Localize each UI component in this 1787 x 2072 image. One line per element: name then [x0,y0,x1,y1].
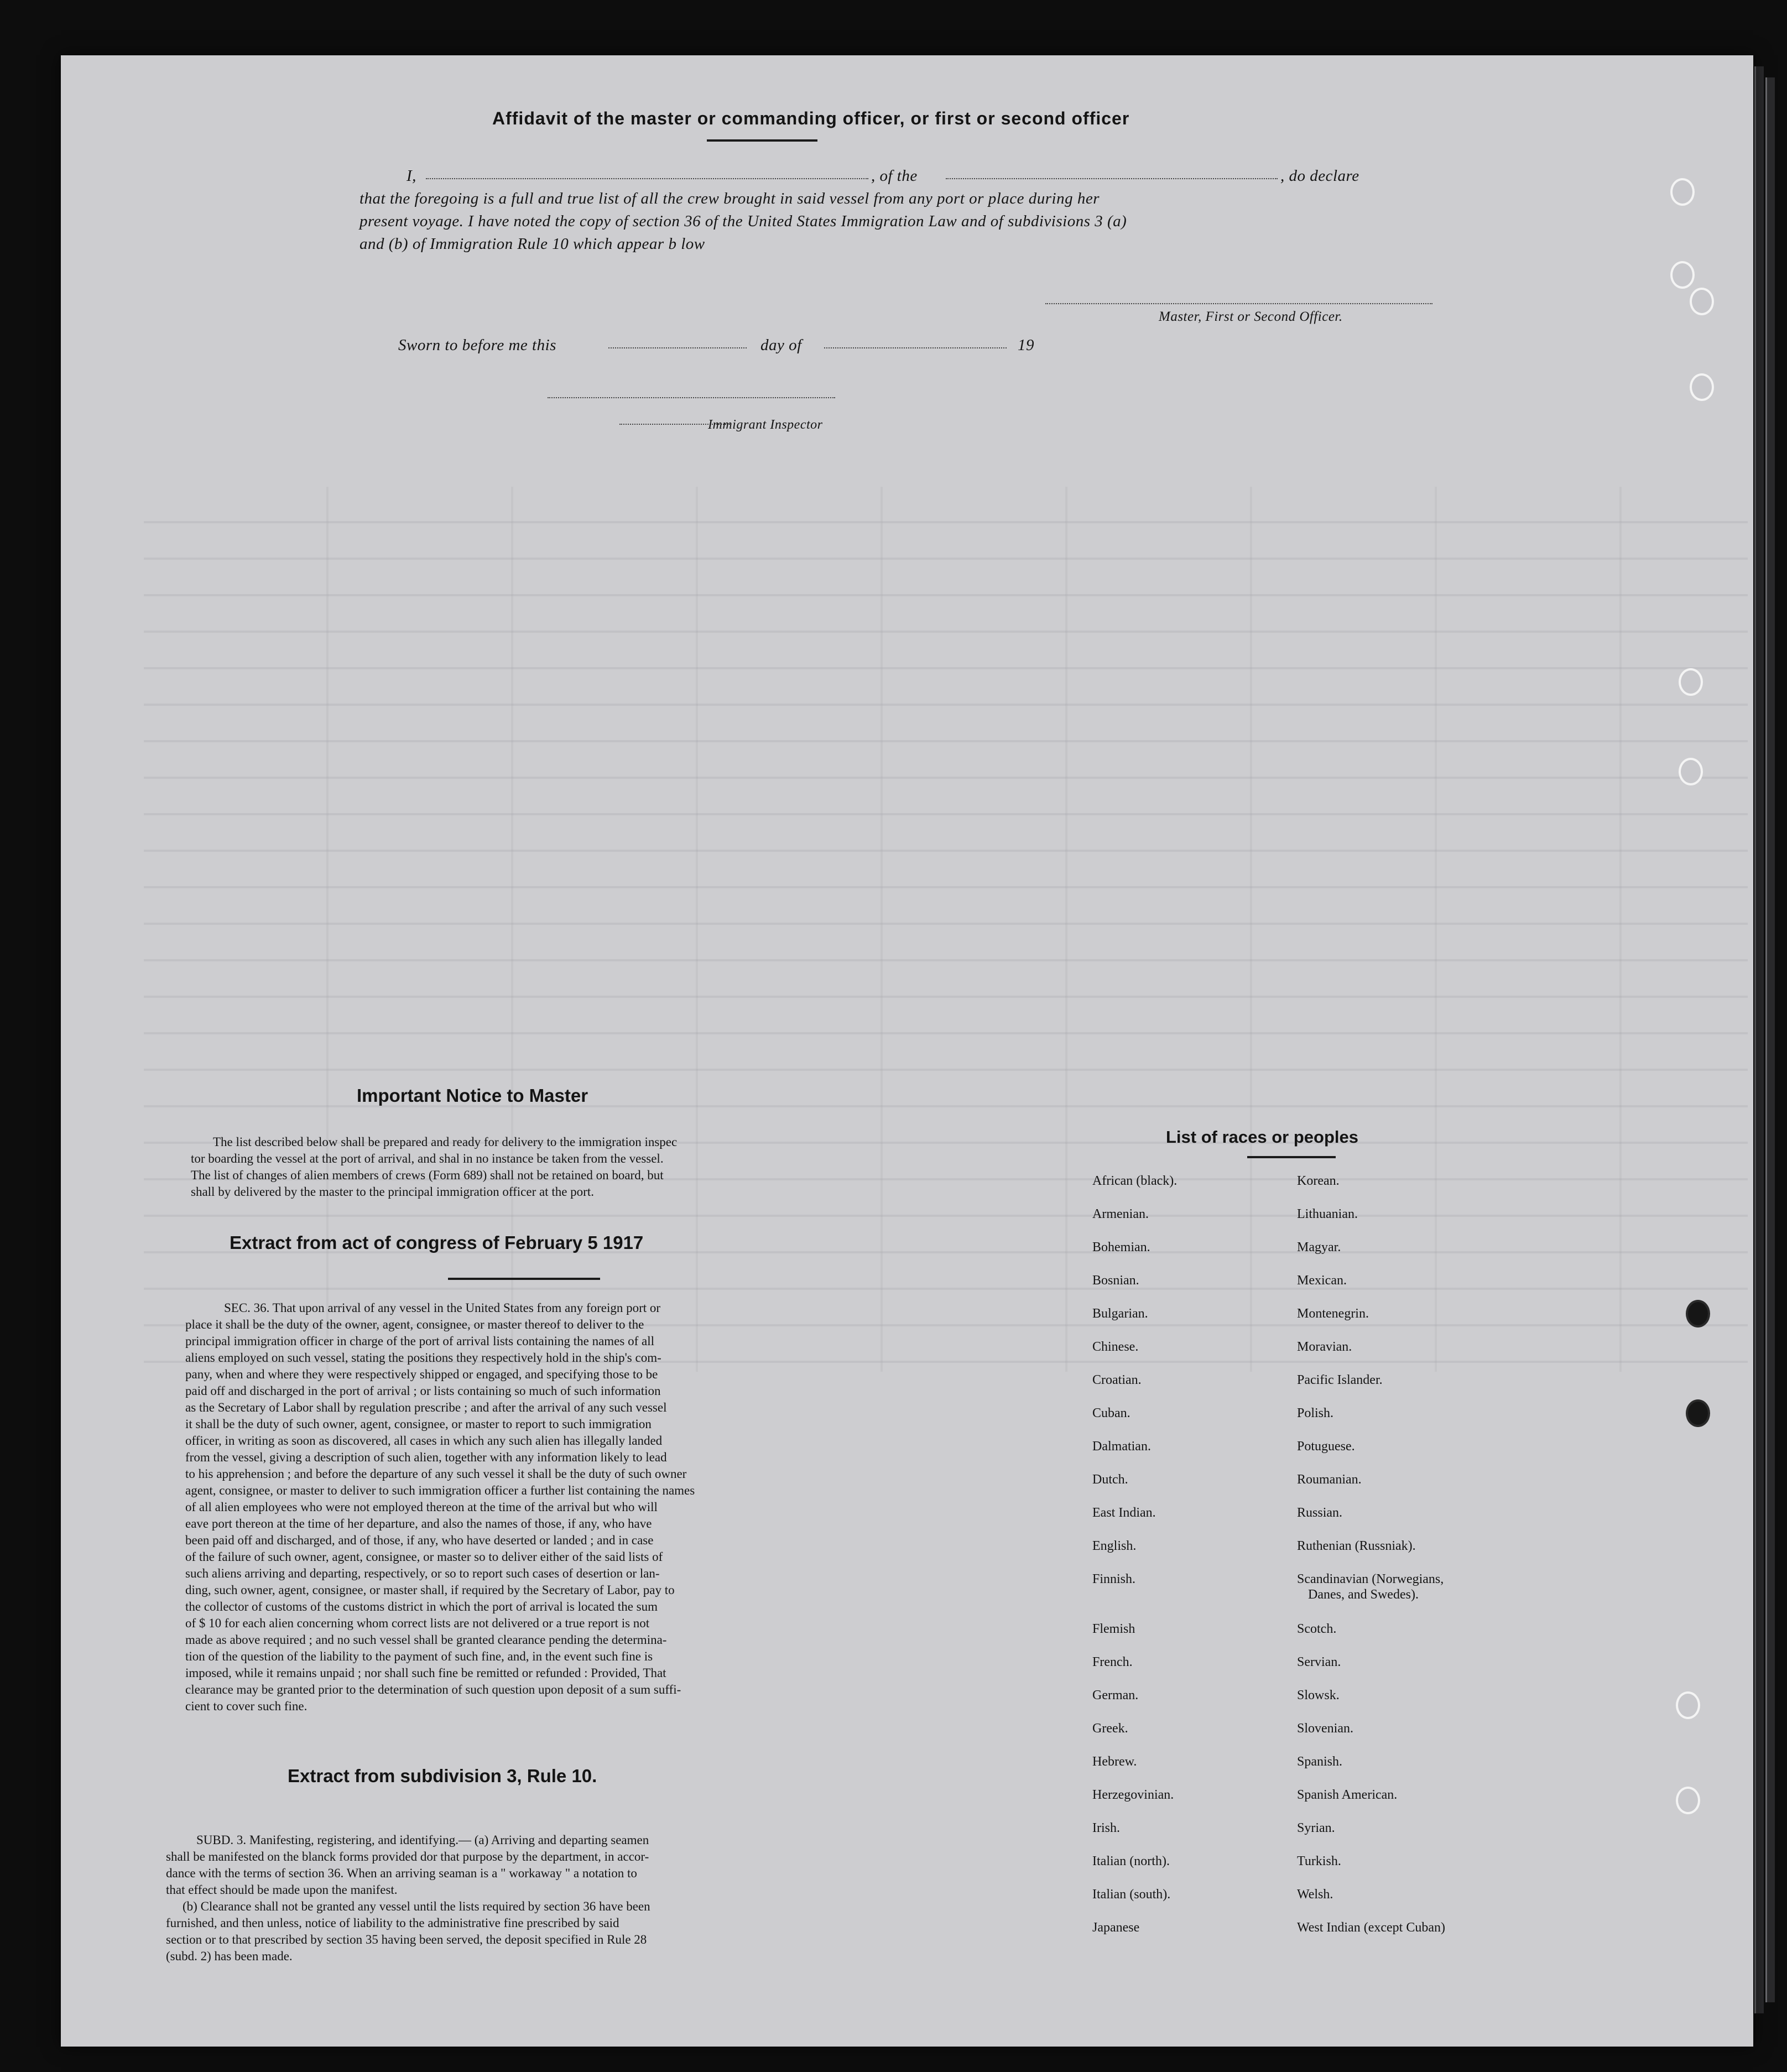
affidavit-line2: that the foregoing is a full and true list of all the crew brought in said vessel from any port or place during her [360,190,1100,207]
race-item: Magyar. [1297,1240,1341,1254]
race-item: Ruthenian (Russniak). [1297,1539,1416,1553]
race-item: Herzegovinian. [1092,1788,1174,1802]
race-item: Welsh. [1297,1887,1333,1902]
punch-hole-7 [1686,1300,1710,1327]
act-line-1: SEC. 36. That upon arrival of any vessel in the United States from any foreign port or [224,1301,661,1315]
race-item: Polish. [1297,1406,1334,1420]
act-line-5: pany, when and where they were respectively shipped or engaged, and specifying those to be [185,1367,658,1381]
race-item: Hebrew. [1092,1755,1137,1769]
affidavit-line1-start: I, [407,167,416,185]
race-item: Armenian. [1092,1207,1149,1221]
notice-title: Important Notice to Master [357,1085,588,1106]
race-item: French. [1092,1655,1133,1669]
rule-line-7: section or to that prescribed by section 35 having been served, the deposit specified in Rule 28 [166,1933,647,1946]
rule-line-1: SUBD. 3. Manifesting, registering, and identifying.— (a) Arriving and departing seamen [196,1833,649,1847]
race-item: Spanish. [1297,1755,1343,1769]
race-item: Spanish American. [1297,1788,1398,1802]
rule-line-3: dance with the terms of section 36. When an arriving seaman is a " workaway " a notation to [166,1866,637,1880]
race-item: Pacific Islander. [1297,1373,1383,1387]
race-item: Russian. [1297,1506,1343,1520]
race-item: Mexican. [1297,1273,1347,1288]
rule-line-8: (subd. 2) has been made. [166,1949,293,1963]
page-edge-2 [1765,77,1775,2002]
affidavit-title: Affidavit of the master or commanding officer, or first or second officer [492,108,1130,128]
act-line-16: of the failure of such owner, agent, consignee, or master so to deliver either of the said lists of [185,1550,663,1564]
act-line-23: imposed, while it remains unpaid ; nor shall such fine be remitted or refunded : Provided, That [185,1666,666,1680]
race-item: Servian. [1297,1655,1341,1669]
race-item: Scandinavian (Norwegians, [1297,1572,1444,1586]
punch-hole-2 [1670,261,1695,289]
race-item: English. [1092,1539,1137,1553]
affidavit-line1-of: , of the [871,167,918,185]
punch-hole-1 [1670,178,1695,206]
race-item: German. [1092,1688,1139,1703]
race-item: Finnish. [1092,1572,1136,1586]
rule-line-4: that effect should be made upon the manifest. [166,1883,398,1897]
sworn-start: Sworn to before me this [398,336,556,354]
act-line-18: ding, such owner, agent, consignee, or master shall, if required by the Secretary of Labor, pay to [185,1583,675,1597]
act-line-12: agent, consignee, or master to deliver to such immigration officer a further list containing the names [185,1483,695,1497]
act-line-4: aliens employed on such vessel, stating the positions they respectively hold in the ship's com- [185,1351,661,1365]
race-item: Chinese. [1092,1340,1139,1354]
race-item: Turkish. [1297,1854,1341,1868]
rule-line-5: (b) Clearance shall not be granted any vessel until the lists required by section 36 have been [183,1899,650,1913]
race-item: Irish. [1092,1821,1120,1835]
race-item: Flemish [1092,1622,1135,1636]
name-field[interactable] [426,178,868,179]
race-item: Italian (south). [1092,1887,1171,1902]
race-item: Bosnian. [1092,1273,1139,1288]
vessel-field[interactable] [946,178,1278,179]
punch-hole-3 [1690,288,1714,315]
punch-hole-5 [1679,668,1703,696]
race-item: Dutch. [1092,1472,1128,1487]
act-line-9: officer, in writing as soon as discovered, all cases in which any such alien has illegally landed [185,1434,663,1448]
signature-line[interactable] [1045,303,1432,304]
act-title: Extract from act of congress of February 5 1917 [230,1232,644,1253]
race-item: Italian (north). [1092,1854,1170,1868]
notice-line-3: The list of changes of alien members of crews (Form 689) shall not be retained on board, but [191,1168,664,1182]
inspector-signature-line[interactable] [548,397,835,398]
act-line-19: the collector of customs of the customs district in which the port of arrival is located the sum [185,1600,658,1613]
punch-hole-4 [1690,373,1714,401]
race-item: African (black). [1092,1174,1178,1188]
race-item: Dalmatian. [1092,1439,1151,1454]
races-title: List of races or peoples [1166,1127,1358,1147]
race-item: West Indian (except Cuban) [1297,1920,1445,1935]
race-item: Cuban. [1092,1406,1130,1420]
act-line-8: it shall be the duty of such owner, agent, consignee, or master to report to such immigration [185,1417,652,1431]
race-item: Slovenian. [1297,1721,1353,1736]
signature-label: Master, First or Second Officer. [1159,309,1343,324]
notice-line-1: The list described below shall be prepared and ready for delivery to the immigration inspec [213,1135,678,1149]
race-item: Lithuanian. [1297,1207,1358,1221]
page-edge-1 [1754,66,1764,2013]
race-item: East Indian. [1092,1506,1156,1520]
notice-text [191,1134,799,1200]
punch-hole-9 [1676,1691,1700,1719]
affidavit-title-rule [707,139,817,142]
rule-line-2: shall be manifested on the blanck forms provided dor that purpose by the department, in accor- [166,1850,649,1863]
sworn-month-field[interactable] [824,347,1007,348]
act-line-3: principal immigration officer in charge of the port of arrival lists containing the names of all [185,1334,654,1348]
affidavit-line3: present voyage. I have noted the copy of section 36 of the United States Immigration Law and of subdivisions 3 (a) [360,212,1127,230]
race-item: Syrian. [1297,1821,1335,1835]
act-line-13: of all alien employees who were not employed thereon at the time of the arrival but who will [185,1500,658,1514]
act-text [185,1300,863,1715]
race-item: Korean. [1297,1174,1340,1188]
manifest-page [61,55,1753,2047]
race-item: Japanese [1092,1920,1140,1935]
race-item: Danes, and Swedes). [1308,1587,1419,1602]
race-item: Scotch. [1297,1622,1337,1636]
race-item: Slowsk. [1297,1688,1340,1703]
rule-title: Extract from subdivision 3, Rule 10. [288,1766,597,1786]
rule-line-6: furnished, and then unless, notice of liability to the administrative fine prescribed by said [166,1916,619,1930]
punch-hole-8 [1686,1399,1710,1427]
act-line-20: of $ 10 for each alien concerning whom correct lists are not delivered or a true report is not [185,1616,650,1630]
race-item: Croatian. [1092,1373,1142,1387]
act-line-10: from the vessel, giving a description of such alien, together with any information likely to lead [185,1450,667,1464]
race-item: Greek. [1092,1721,1128,1736]
act-line-6: paid off and discharged in the port of arrival ; or lists containing so much of such information [185,1384,661,1398]
act-line-2: place it shall be the duty of the owner, agent, consignee, or master thereof to deliver to the [185,1318,644,1331]
notice-line-4: shall by delivered by the master to the principal immigration officer at the port. [191,1185,594,1199]
act-title-rule [448,1278,600,1280]
act-line-21: made as above required ; and no such vessel shall be granted clearance pending the determina- [185,1633,667,1647]
act-line-15: been paid off and discharged, and of those, if any, who have deserted or landed ; and in case [185,1533,654,1547]
race-item: Bohemian. [1092,1240,1150,1254]
race-item: Roumanian. [1297,1472,1362,1487]
inspector-label: Immigrant Inspector [708,418,823,432]
act-line-22: tion of the question of the liability to the payment of such fine, and, in the event such fine is [185,1649,653,1663]
affidavit-line4: and (b) of Immigration Rule 10 which appear b low [360,235,705,253]
notice-line-2: tor boarding the vessel at the port of arrival, and shal in no instance be taken from the vessel. [191,1152,664,1165]
act-line-7: as the Secretary of Labor shall by regulation prescribe ; and after the arrival of any such vessel [185,1401,667,1414]
sworn-day-label: day of [760,336,802,354]
act-line-24: clearance may be granted prior to the determination of such question upon deposit of a sum suffi- [185,1683,681,1696]
races-title-rule [1247,1156,1336,1158]
rule-text [166,1832,874,1965]
act-line-17: such aliens arriving and departing, respectively, or so to report such cases of desertion or lan- [185,1566,660,1580]
act-line-14: eave port thereon at the time of her departure, and also the names of those, if any, who have [185,1517,652,1530]
punch-hole-6 [1679,758,1703,785]
race-item: Potuguese. [1297,1439,1355,1454]
affidavit-line1-end: , do declare [1280,167,1359,185]
race-item: Bulgarian. [1092,1306,1148,1321]
act-line-25: cient to cover such fine. [185,1699,308,1713]
act-line-11: to his apprehension ; and before the departure of any such vessel it shall be the duty of such owner [185,1467,687,1481]
race-item: Montenegrin. [1297,1306,1369,1321]
punch-hole-10 [1676,1787,1700,1814]
race-item: Moravian. [1297,1340,1352,1354]
sworn-year: 19 [1018,336,1034,354]
sworn-day-field[interactable] [608,347,747,348]
